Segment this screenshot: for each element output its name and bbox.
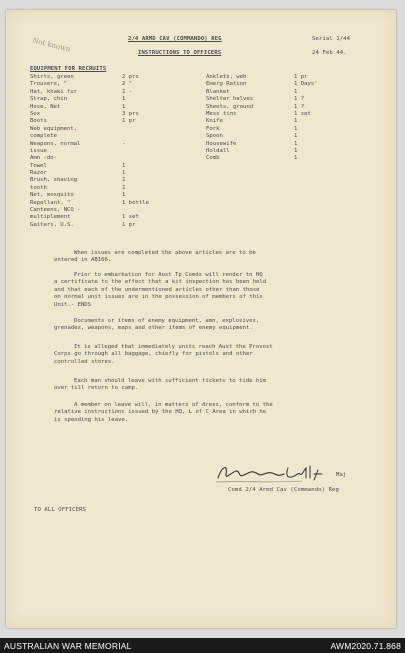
handwritten-signature (214, 462, 334, 484)
document-title: INSTRUCTIONS TO OFFICERS (138, 50, 222, 56)
equipment-item-name: Strap, chin (30, 96, 68, 103)
equipment-item (30, 141, 180, 148)
equipment-item-name: Sox (30, 110, 41, 117)
archive-accession-number: AWM2020.71.868 (330, 640, 401, 651)
equipment-item (30, 170, 180, 177)
paragraph-1 (54, 250, 354, 265)
equipment-item-name: Anklets, web (206, 74, 247, 80)
equipment-item-name: Sheets, ground (206, 103, 254, 110)
equipment-item-quantity: 1 (122, 170, 126, 177)
equipment-item-quantity: 1 ? (294, 103, 305, 110)
document-date: 24 Feb 44. (312, 50, 347, 56)
equipment-item-name: Canteens, NCO - (30, 207, 81, 214)
equipment-item-quantity: 1 (122, 103, 126, 110)
equipment-item-name: Net, mosquito (30, 192, 74, 199)
paragraph-5 (54, 378, 354, 393)
equipment-item-name: Trousers, " (30, 81, 68, 88)
paragraph-line: controlled stores. (54, 358, 115, 365)
signature-suffix: Maj (336, 472, 347, 478)
equipment-item-name: tooth (30, 184, 47, 191)
equipment-item-name: complete (30, 133, 57, 140)
equipment-item (206, 111, 356, 118)
equipment-item-quantity: 1 (294, 125, 298, 132)
equipment-item-name: Brush, shaving (30, 177, 78, 184)
equipment-item (30, 185, 180, 192)
equipment-list-right (206, 74, 356, 163)
equipment-item-name: Blanket (206, 88, 230, 95)
paragraph-line: is spending his leave. (54, 416, 129, 423)
equipment-item-quantity: 1 pr (122, 118, 136, 125)
equipment-list-left (30, 74, 180, 229)
equipment-item-quantity: 1 set (294, 110, 311, 117)
equipment-item-name: Boots (30, 118, 47, 125)
paragraph-line: It is alleged that immediately units reach Aust the Provost (74, 344, 273, 350)
equipment-item-name: Towel (30, 162, 47, 169)
signature-scrawl-icon (214, 462, 334, 484)
equipment-item (30, 126, 180, 133)
equipment-item-name: multiplement (30, 214, 71, 221)
equipment-item-quantity: 1 (294, 147, 298, 154)
section-heading: EQUIPMENT FOR RECRUITS (30, 66, 107, 72)
equipment-item (206, 155, 356, 162)
equipment-item-name: Shirts, green (30, 74, 74, 80)
paragraph-line: A member on leave will, in matters of dress, conform to the (74, 402, 273, 408)
equipment-item-quantity: 1 (294, 118, 298, 125)
equipment-item-name: Hat, khaki fur (30, 88, 78, 95)
paragraph-2 (54, 272, 354, 309)
paragraph-line: When issues are completed the above articles are to be (74, 250, 256, 256)
paragraph-line: a certificate to the effect that a kit inspection has been held (54, 279, 267, 286)
paragraph-6 (54, 402, 354, 424)
equipment-item-name: Spoon (206, 133, 223, 140)
equipment-item-quantity: 1 bottle (122, 199, 149, 206)
paragraph-line: Prior to embarkation for Aust Tp Comds will render to HQ (74, 272, 263, 278)
document-page (6, 10, 396, 628)
equipment-item (30, 155, 180, 162)
equipment-item (30, 163, 180, 170)
equipment-item-quantity: 1 (122, 184, 126, 191)
equipment-item-name: Gaiters, U.S. (30, 221, 74, 228)
equipment-item (30, 118, 180, 125)
equipment-item-name: Hose, Net (30, 103, 61, 110)
equipment-item (30, 104, 180, 111)
equipment-item-name: Weapons, normal (30, 140, 81, 147)
equipment-item-quantity: 1 Days' (294, 81, 318, 88)
paragraph-3 (54, 318, 354, 333)
distribution-line: TO ALL OFFICERS (34, 507, 87, 513)
equipment-item (30, 214, 180, 221)
equipment-item (206, 104, 356, 111)
equipment-item-name: issue (30, 147, 47, 154)
equipment-item-name: Web equipment, (30, 125, 78, 132)
equipment-item-quantity: 1 (122, 162, 126, 169)
equipment-item (206, 141, 356, 148)
paragraph-line: and that each of the undermentioned articles other than those (54, 286, 260, 293)
equipment-item-name: Housewife (206, 140, 237, 147)
paragraph-line: relative instructions issued by the HQ, L of C Area in which he (54, 409, 267, 416)
paragraph-line: Corps go through all baggage, chiefly for pistols and other (54, 351, 253, 358)
equipment-item (30, 222, 180, 229)
paragraph-line: Each man should leave with sufficient tickets to tide him (74, 378, 266, 384)
equipment-item-name: Mess tins (206, 110, 237, 117)
pencil-annotation: Not known (31, 36, 72, 54)
equipment-item (30, 89, 180, 96)
paragraph-line: over till return to camp. (54, 385, 139, 392)
equipment-item (30, 200, 180, 207)
equipment-item-quantity: 1 (294, 140, 298, 147)
equipment-item (206, 89, 356, 96)
paragraph-line: Documents or items of enemy equipment, amn, explosives, (74, 318, 260, 324)
equipment-item-quantity: 1 ? (294, 96, 305, 103)
equipment-item-quantity: 1 (122, 177, 126, 184)
unit-heading: 2/4 ARMD CAV (COMMANDO) REG (128, 36, 222, 42)
equipment-item-quantity: 1 (122, 192, 126, 199)
equipment-item-quantity: 1 set (122, 214, 139, 221)
signature-designation: Comd 2/4 Armd Cav (Commando) Reg (228, 487, 339, 493)
equipment-item (206, 126, 356, 133)
equipment-item-name: Repellant, " (30, 199, 71, 206)
equipment-item-quantity: 2 " (122, 81, 133, 88)
equipment-item (30, 207, 180, 214)
equipment-item (30, 177, 180, 184)
equipment-item-name: Shelter halves (206, 96, 254, 103)
equipment-item (30, 148, 180, 155)
equipment-item-quantity: 2 prs (122, 74, 139, 80)
equipment-item-name: Fork (206, 125, 220, 132)
equipment-item-quantity: 3 prs (122, 110, 139, 117)
equipment-item-name: Knife (206, 118, 223, 125)
equipment-item-quantity: 1 (294, 133, 298, 140)
equipment-item (206, 118, 356, 125)
equipment-item (206, 96, 356, 103)
equipment-item-quantity: 1 pr (122, 221, 136, 228)
equipment-item (30, 111, 180, 118)
equipment-item-name: Amn -do- (30, 155, 57, 162)
equipment-item-quantity: 1 (294, 155, 298, 162)
equipment-item (30, 74, 180, 81)
equipment-item (206, 148, 356, 155)
equipment-item (206, 81, 356, 88)
equipment-item (30, 96, 180, 103)
equipment-item-quantity: 1 - (122, 88, 133, 95)
paragraph-line: grenades, weapons, maps and other items of enemy equipment. (54, 325, 253, 332)
equipment-item-name: Holdall (206, 147, 230, 154)
equipment-item-quantity: - (122, 140, 126, 147)
equipment-item-quantity: 1 (122, 96, 126, 103)
equipment-item (30, 81, 180, 88)
archive-name: AUSTRALIAN WAR MEMORIAL (4, 640, 132, 651)
equipment-item (206, 74, 356, 81)
archive-footer (0, 638, 405, 653)
equipment-item (30, 133, 180, 140)
paragraph-line: entered in AB166. (54, 257, 112, 264)
equipment-item (30, 192, 180, 199)
equipment-item-name: Comb (206, 155, 220, 162)
paragraph-line: Unit.- ENDS (54, 301, 92, 308)
equipment-item-quantity: 1 pr (294, 74, 308, 80)
paragraph-4 (54, 344, 354, 366)
equipment-item-name: Emerg Ration (206, 81, 247, 88)
paragraph-line: on normal unit issues are in the possession of members of this (54, 294, 263, 301)
equipment-item (206, 133, 356, 140)
equipment-item-quantity: 1 (294, 88, 298, 95)
equipment-item-name: Razor (30, 170, 47, 177)
serial-number: Serial 1/44 (312, 36, 351, 42)
